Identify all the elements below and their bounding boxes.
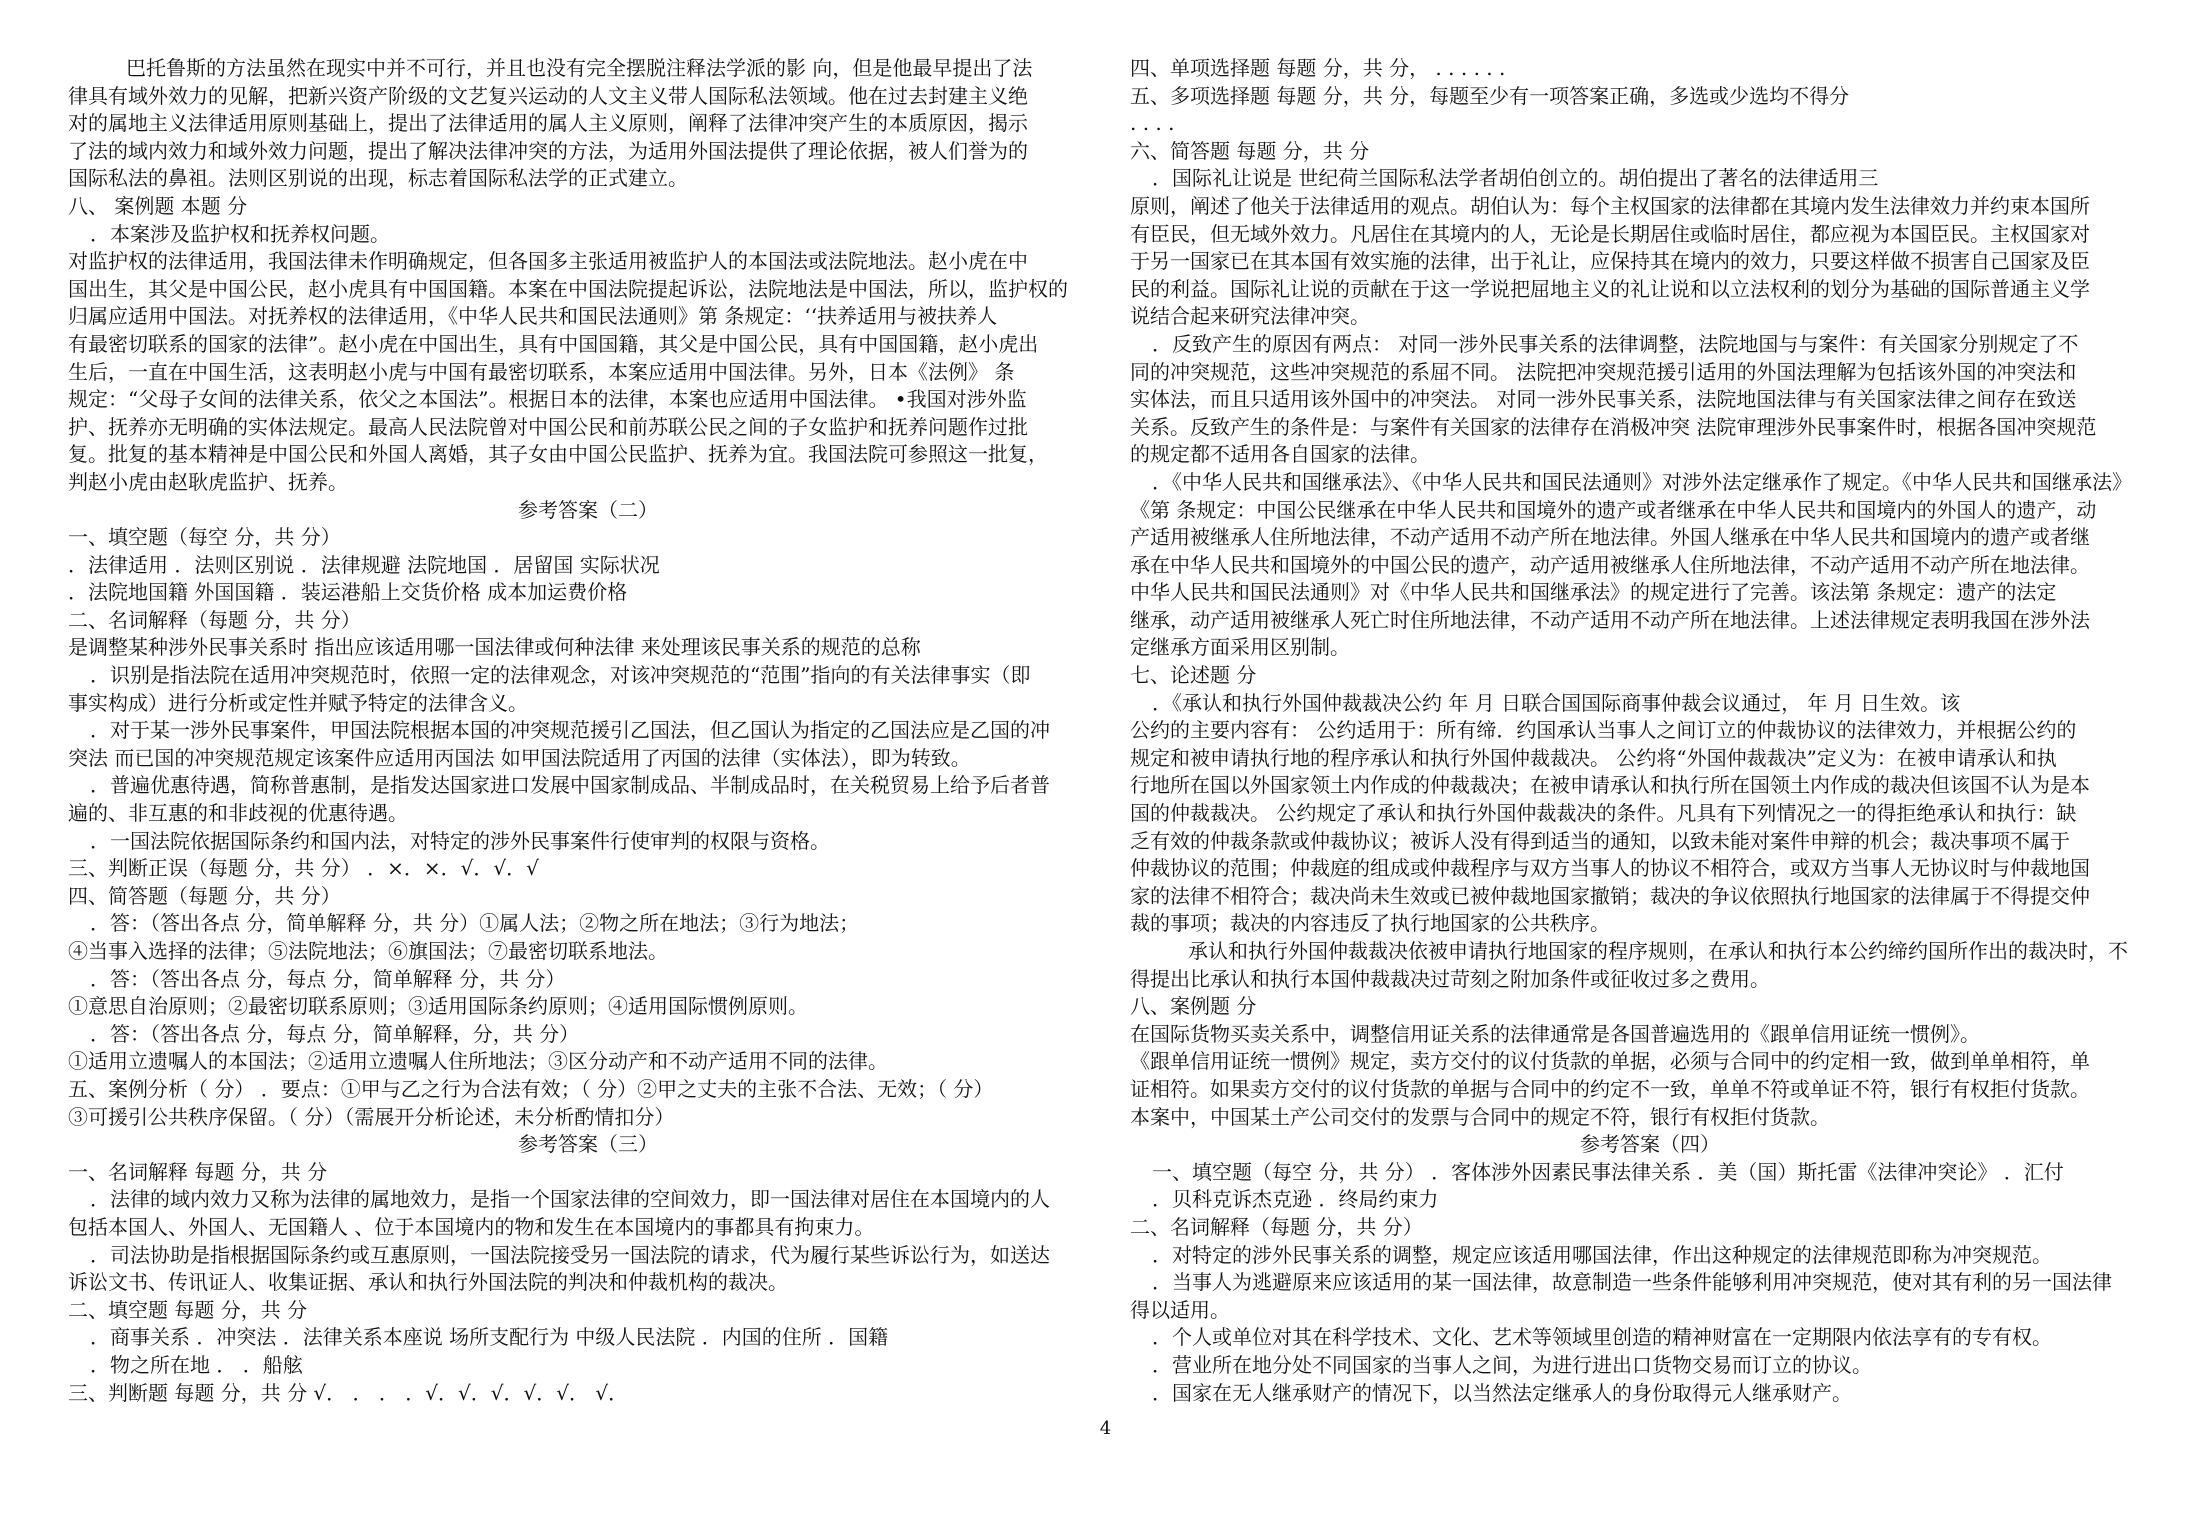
section-heading: 参考答案（二） xyxy=(518,497,658,522)
text-line: 证相符。如果卖方交付的议付货款的单据与合同中的约定不一致，单单不符或单证不符，银行有权拒付货款。 xyxy=(1130,1076,2090,1101)
text-line: ．法律适用 ．法则区别说 ．法律规避 法院地国 ．居留国 实际状况 xyxy=(68,552,660,577)
text-line: 归属应适用中国法。对抚养权的法律适用，《中华人民共和国民法通则》第 条规定：‘‘扶养适用与被扶养人 xyxy=(68,304,998,329)
text-line: 突法 而已国的冲突规范规定该案件应适用丙国法 如甲国法院适用了丙国的法律（实体法），即为转致。 xyxy=(68,745,971,770)
text-line: ．当事人为逃避原来应该适用的某一国法律，故意制造一些条件能够利用冲突规范，使对其有利的另一国法律 xyxy=(1152,1270,2112,1295)
text-line: 规定和被申请执行地的程序承认和执行外国仲裁裁决。 公约将“外国仲裁裁决”定义为：在被申请承认和执 xyxy=(1130,745,2057,770)
right-column xyxy=(1130,55,2170,1407)
text-line: ．法院地国籍 外国国籍 ．装运港船上交货价格 成本加运费价格 xyxy=(68,580,628,605)
text-line: ．识别是指法院在适用冲突规范时，依照一定的法律观念，对该冲突规范的“范围”指向的有关法律事实（即 xyxy=(90,663,1031,688)
text-line: 八、案例题 分 xyxy=(1130,994,1257,1019)
text-line: ．国际礼让说是 世纪荷兰国际私法学者胡伯创立的。胡伯提出了著名的法律适用三 xyxy=(1152,166,1879,191)
text-line: ．答：（答出各点 分，每点 分，简单解释，分，共 分） xyxy=(90,1021,580,1046)
text-line: 国际私法的鼻祖。法则区别说的出现，标志着国际私法学的正式建立。 xyxy=(68,166,688,191)
text-line: ．答：（答出各点 分，简单解释 分，共 分）①属人法；②物之所在地法；③行为地法； xyxy=(90,911,860,936)
text-line: 国出生，其父是中国公民，赵小虎具有中国国籍。本案在中国法院提起诉讼，法院地法是中国法，所以，监护权的 xyxy=(68,276,1068,301)
text-line: 了法的域内效力和域外效力问题，提出了解决法律冲突的方法，为适用外国法提供了理论依据，被人们誉为的 xyxy=(68,138,1028,163)
text-line: 对的属地主义法律适用原则基础上，提出了法律适用的属人主义原则，阐释了法律冲突产生的本质原因，揭示 xyxy=(68,111,1028,136)
text-line: 诉讼文书、传讯证人、收集证据、承认和执行外国法院的判决和仲裁机构的裁决。 xyxy=(68,1270,788,1295)
text-line: 五、多项选择题 每题 分，共 分，每题至少有一项答案正确，多选或少选均不得分 xyxy=(1130,83,1850,108)
text-line: 公约的主要内容有： 公约适用于：所有缔．约国承认当事人之间订立的仲裁协议的法律效力，并根据公约的 xyxy=(1130,718,2077,743)
text-line: ．《中华人民共和国继承法》、《中华人民共和国民法通则》对涉外法定继承作了规定。《中华人民共和国继承法》 xyxy=(1152,469,2132,494)
text-line: 四、单项选择题 每题 分，共 分， . . . . . . xyxy=(1130,56,1506,80)
section-heading: 参考答案（四） xyxy=(1580,1132,1720,1157)
text-line: 六、简答题 每题 分，共 分 xyxy=(1130,138,1370,163)
text-line: ④当事入选择的法律；⑤法院地法；⑥旗国法；⑦最密切联系地法。 xyxy=(68,939,668,963)
text-line: ．营业所在地分处不同国家的当事人之间，为进行进出口货物交易而订立的协议。 xyxy=(1152,1352,1872,1377)
text-line: 判赵小虎由赵耿虎监护、抚养。 xyxy=(68,469,348,494)
text-line: 有臣民，但无域外效力。凡居住在其境内的人，无论是长期居住或临时居住，都应视为本国臣民。主权国家对 xyxy=(1130,221,2090,246)
text-line: 同的冲突规范，这些冲突规范的系屈不同。 法院把冲突规范援引适用的外国法理解为包括该外国的冲突法和 xyxy=(1130,359,2077,384)
text-line: 《跟单信用证统一惯例》规定，卖方交付的议付货款的单据，必须与合同中的约定相一致，做到单单相符，单 xyxy=(1130,1049,2090,1074)
text-line: 二、填空题 每题 分，共 分 xyxy=(68,1297,308,1322)
text-line: ．对特定的涉外民事关系的调整，规定应该适用哪国法律，作出这种规定的法律规范即称为冲突规范。 xyxy=(1152,1242,2052,1267)
text-line: 本案中，中国某土产公司交付的发票与合同中的规定不符，银行有权拒付货款。 xyxy=(1130,1104,1830,1129)
text-line: 产适用被继承人住所地法律，不动产适用不动产所在地法律。外国人继承在中华人民共和国境内的遗产或者继 xyxy=(1130,525,2090,550)
text-line: 的规定都不适用各自国家的法律。 xyxy=(1130,442,1430,467)
text-line: 原则，阐述了他关于法律适用的观点。胡伯认为：每个主权国家的法律都在其境内发生法律效力并约束本国所 xyxy=(1130,193,2090,218)
text-line: 于另一国家已在其本国有效实施的法律，出于礼让，应保持其在境内的效力，只要这样做不损害自己国家及臣 xyxy=(1130,249,2090,274)
text-line: 得提出比承认和执行本国仲裁裁决过苛刻之附加条件或征收过多之费用。 xyxy=(1130,966,1770,991)
text-line: ①意思自治原则；②最密切联系原则；③适用国际条约原则；④适用国际惯例原则。 xyxy=(68,994,808,1019)
text-line: 三、判断正误（每题 分，共 分） ．×．×．√．√．√ xyxy=(68,856,539,881)
text-line: 《第 条规定：中国公民继承在中华人民共和国境外的遗产或者继承在中华人民共和国境内的外国人的遗产，动 xyxy=(1130,497,2097,522)
text-line: ．法律的域内效力又称为法律的属地效力，是指一个国家法律的空间效力，即一国法律对居住在本国境内的人 xyxy=(90,1187,1050,1212)
text-line: ．反致产生的原因有两点： 对同一涉外民事关系的法律调整，法院地国与与案件：有关国家分别规定了不 xyxy=(1152,331,2079,356)
text-line: 在国际货物买卖关系中，调整信用证关系的法律通常是各国普遍选用的《跟单信用证统一惯例》。 xyxy=(1130,1021,1980,1046)
text-line: ．本案涉及监护权和抚养权问题。 xyxy=(90,221,390,246)
text-line: 生后，一直在中国生活，这表明赵小虎与中国有最密切联系，本案应适用中国法律。另外，日本《法例》 条 xyxy=(68,359,1015,384)
text-line: 民的利益。国际礼让说的贡献在于这一学说把屈地主义的礼让说和以立法权利的划分为基础的国际普通主义学 xyxy=(1130,276,2090,301)
text-line: 护、抚养亦无明确的实体法规定。最高人民法院曾对中国公民和前苏联公民之间的子女监护和抚养问题作过批 xyxy=(68,414,1028,439)
text-line: . . . . xyxy=(1130,111,1175,136)
section-heading: 参考答案（三） xyxy=(518,1132,658,1157)
text-line: ．国家在无人继承财产的情况下，以当然法定继承人的身份取得元人继承财产。 xyxy=(1152,1380,1852,1405)
text-line: 行地所在国以外国家领土内作成的仲裁裁决；在被申请承认和执行所在国领土内作成的裁决但该国不认为是本 xyxy=(1130,773,2090,798)
text-line: 家的法律不相符合；裁决尚未生效或已被仲裁地国家撤销；裁决的争议依照执行地国家的法律属于不得提交仲 xyxy=(1130,883,2090,908)
text-line: 四、简答题（每题 分，共 分） xyxy=(68,883,341,908)
text-line: 裁的事项；裁决的内容违反了执行地国家的公共秩序。 xyxy=(1130,911,1610,936)
text-line: ．物之所在地 ． ．船舷 xyxy=(90,1352,303,1377)
text-line: 一、名词解释 每题 分，共 分 xyxy=(68,1159,328,1184)
text-line: 五、案例分析（ 分） ．要点：①甲与乙之行为合法有效；（ 分）②甲之丈夫的主张不合法、无效；（ 分） xyxy=(68,1076,994,1101)
text-line: ．司法协助是指根据国际条约或互惠原则，一国法院接受另一国法院的请求，代为履行某些诉讼行为，如送达 xyxy=(90,1242,1050,1267)
text-line: 事实构成）进行分析或定性并赋予特定的法律含义。 xyxy=(68,690,528,715)
text-line: 律具有域外效力的见解，把新兴资产阶级的文艺复兴运动的人文主义带人国际私法领域。他在过去封建主义绝 xyxy=(68,83,1028,108)
text-line: 是调整某种涉外民事关系时 指出应该适用哪一国法律或何种法律 来处理该民事关系的规范的总称 xyxy=(68,635,921,660)
text-line: 继承，动产适用被继承人死亡时住所地法律，不动产适用不动产所在地法律。上述法律规定表明我国在涉外法 xyxy=(1130,607,2090,632)
text-line: 包括本国人、外国人、无国籍人 、位于本国境内的物和发生在本国境内的事都具有拘束力。 xyxy=(68,1214,875,1239)
text-line: 对监护权的法律适用，我国法律未作明确规定，但各国多主张适用被监护人的本国法或法院地法。赵小虎在中 xyxy=(68,249,1028,274)
text-line: 国的仲裁裁决。 公约规定了承认和执行外国仲裁裁决的条件。凡具有下列情况之一的得拒绝承认和执行：缺 xyxy=(1130,801,2077,826)
text-line: 七、论述题 分 xyxy=(1130,663,1257,688)
text-line: 八、 案例题 本题 分 xyxy=(68,193,248,218)
left-column xyxy=(68,55,1108,1407)
text-line: 复。批复的基本精神是中国公民和外国人离婚，其子女由中国公民监护、抚养为宜。我国法院可参照这一批复， xyxy=(68,442,1048,467)
text-line: 承认和执行外国仲裁裁决依被申请执行地国家的程序规则，在承认和执行本公约缔约国所作出的裁决时，不 xyxy=(1188,939,2128,963)
text-line: 一、填空题（每空 分，共 分） ．客体涉外因素民事法律关系 ．美（国）斯托雷《法律冲突论》 ．汇付 xyxy=(1152,1159,2064,1184)
text-line: ．《承认和执行外国仲裁裁决公约 年 月 日联合国国际商事仲裁会议通过， 年 月 日生效。该 xyxy=(1152,690,1961,715)
text-line: ①适用立遗嘱人的本国法；②适用立遗嘱人住所地法；③区分动产和不动产适用不同的法律。 xyxy=(68,1049,888,1074)
text-line: 乏有效的仲裁条款或仲裁协议；被诉人没有得到适当的通知，以致未能对案件申辩的机会；裁决事项不属于 xyxy=(1130,828,2070,853)
text-line: 得以适用。 xyxy=(1130,1297,1230,1322)
text-line: ．贝科克诉杰克逊 ．终局约束力 xyxy=(1152,1187,1439,1212)
text-line: 仲裁协议的范围；仲裁庭的组成或仲裁程序与双方当事人的协议不相符合，或双方当事人无协议时与仲裁地国 xyxy=(1130,856,2090,881)
text-line: 中华人民共和国民法通则》对《中华人民共和国继承法》的规定进行了完善。该法第 条规定：遗产的法定 xyxy=(1130,580,2057,605)
text-line: 一、填空题（每空 分，共 分） xyxy=(68,525,341,550)
text-line: 定继承方面采用区别制。 xyxy=(1130,635,1350,660)
text-line: ③可援引公共秩序保留。（ 分）（需展开分析论述，未分析酌情扣分） xyxy=(68,1104,675,1129)
text-line: 有最密切联系的国家的法律”。赵小虎在中国出生，具有中国国籍，其父是中国公民，具有中国国籍，赵小虎出 xyxy=(68,331,1039,356)
text-line: 二、名词解释（每题 分，共 分） xyxy=(68,607,361,632)
text-line: ．对于某一涉外民事案件，甲国法院根据本国的冲突规范援引乙国法，但乙国认为指定的乙国法应是乙国的冲 xyxy=(90,718,1050,743)
text-line: 规定：“父母子女间的法律关系，依父之本国法”。根据日本的法律，本案也应适用中国法律。 •我国对涉外监 xyxy=(68,387,1027,412)
text-line: 巴托鲁斯的方法虽然在现实中并不可行，并且也没有完全摆脱注释法学派的影 向，但是他最早提出了法 xyxy=(126,56,1033,80)
text-line: ．一国法院依据国际条约和国内法，对特定的涉外民事案件行使审判的权限与资格。 xyxy=(90,828,830,853)
text-line: 关系。反致产生的条件是：与案件有关国家的法律存在消极冲突 法院审理涉外民事案件时，根据各国冲突规范 xyxy=(1130,414,2097,439)
text-line: ．答：（答出各点 分，每点 分，简单解释 分，共 分） xyxy=(90,966,566,991)
text-line: 遍的、非互惠的和非歧视的优惠待遇。 xyxy=(68,801,408,826)
text-line: 说结合起来研究法律冲突。 xyxy=(1130,304,1370,329)
text-line: ．个人或单位对其在科学技术、文化、艺术等领域里创造的精神财富在一定期限内依法享有的专有权。 xyxy=(1152,1325,2052,1350)
text-line: ．普遍优惠待遇，简称普惠制，是指发达国家进口发展中国家制成品、半制成品时，在关税贸易上给予后者普 xyxy=(90,773,1050,798)
text-line: 实体法，而且只适用该外国中的冲突法。 对同一涉外民事关系，法院地国法律与有关国家法律之间存在致送 xyxy=(1130,387,2077,412)
text-line: 三、判断题 每题 分，共 分 √． ． ． ．√．√．√．√．√． √． xyxy=(68,1380,629,1405)
text-line: 二、名词解释（每题 分，共 分） xyxy=(1130,1214,1423,1239)
text-line: ．商事关系 ．冲突法 ．法律关系本座说 场所支配行为 中级人民法院 ．内国的住所 ．国籍 xyxy=(90,1325,889,1350)
page-number: 4 xyxy=(1099,1418,1112,1439)
text-line: 承在中华人民共和国境外的中国公民的遗产，动产适用被继承人住所地法律，不动产适用不动产所在地法律。 xyxy=(1130,552,2090,577)
